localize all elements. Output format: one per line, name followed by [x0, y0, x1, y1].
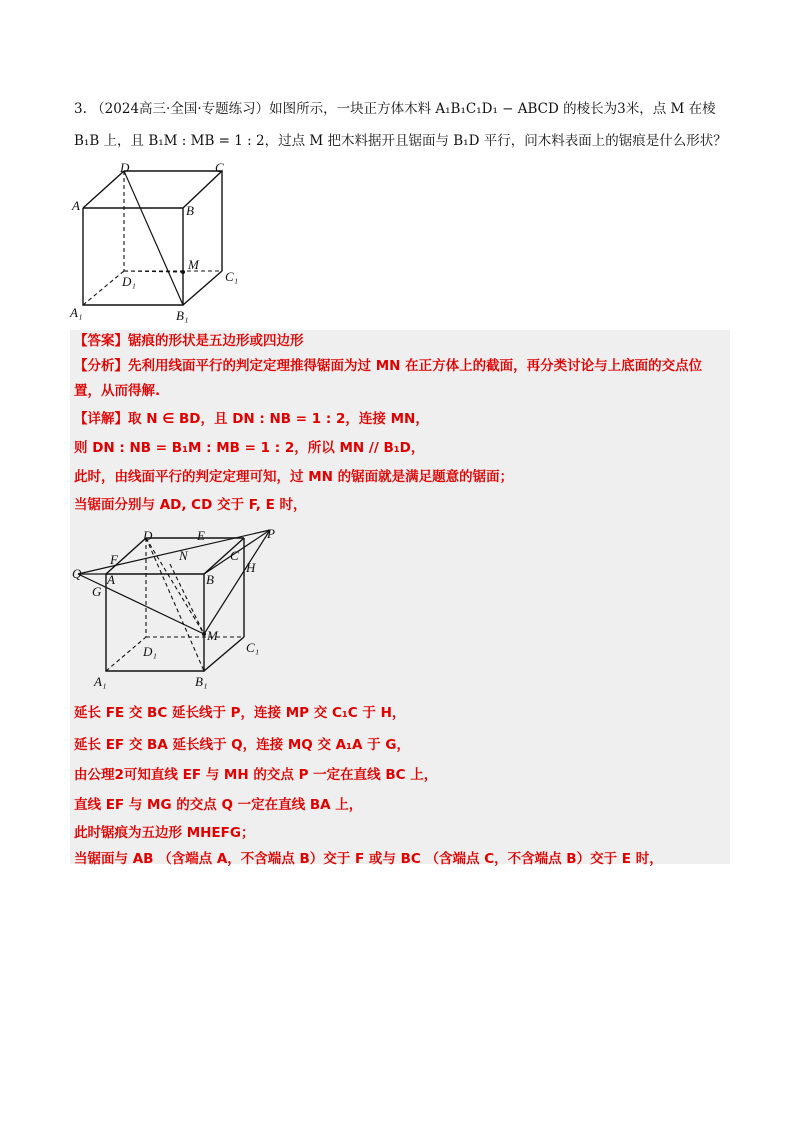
label-A: A — [107, 572, 115, 587]
label-C1: C₁ — [225, 269, 239, 284]
label-D1: D₁ — [122, 274, 136, 289]
analysis-line: 【分析】先利用线面平行的判定定理推得锯面为过 MN 在正方体上的截面，再分类讨论与上底面的交点位 — [74, 358, 703, 374]
label-D: D — [143, 528, 153, 543]
label-F: F — [110, 552, 118, 567]
label-G: G — [92, 584, 102, 599]
label-C: C — [230, 548, 239, 563]
label-B1: B₁ — [195, 674, 208, 689]
detail-line-3: 此时，由线面平行的判定定理可知，过 MN 的锯面就是满足题意的锯面； — [74, 469, 514, 485]
detail-line-7: 由公理2可知直线 EF 与 MH 的交点 P 一定在直线 BC 上， — [74, 767, 438, 783]
detail-line-10: 当锯面与 AB （含端点 A，不含端点 B）交于 F 或与 BC （含端点 C，不含端点 B）交于 E 时， — [74, 851, 663, 867]
detail-line-8: 直线 EF 与 MG 的交点 Q 一定在直线 BA 上， — [74, 797, 363, 813]
label-D1: D₁ — [143, 644, 157, 659]
cube-figure — [66, 160, 256, 325]
label-E: E — [197, 528, 205, 543]
label-H: H — [246, 560, 256, 575]
analysis-line-cont: 置，从而得解. — [74, 383, 161, 399]
label-N: N — [179, 548, 188, 563]
label-A1: A₁ — [70, 305, 83, 320]
question-line-1: 3. （2024高三·全国·专题练习）如图所示，一块正方体木料 A₁B₁C₁D₁ − ABCD 的棱长为3米，点 M 在棱 — [74, 101, 716, 117]
label-B: B — [206, 572, 214, 587]
question-line-2: B₁B 上，且 B₁M : MB = 1 : 2，过点 M 把木料据开且锯面与 B₁D 平行，问木料表面上的锯痕是什么形状？ — [74, 133, 727, 149]
section-diagram — [70, 524, 280, 692]
label-C1: C₁ — [246, 640, 260, 655]
label-D: D — [120, 160, 130, 175]
label-A1: A₁ — [94, 674, 107, 689]
cube-diagram — [66, 160, 256, 325]
detail-line-2: 则 DN : NB = B₁M : MB = 1 : 2，所以 MN // B₁D， — [74, 440, 425, 456]
label-C: C — [215, 160, 224, 175]
label-A: A — [72, 198, 80, 213]
section-figure — [70, 524, 280, 692]
label-B: B — [186, 203, 194, 218]
detail-line-5: 延长 FE 交 BC 延长线于 P，连接 MP 交 C₁C 于 H， — [74, 705, 406, 721]
label-M: M — [188, 257, 199, 272]
detail-line-6: 延长 EF 交 BA 延长线于 Q，连接 MQ 交 A₁A 于 G， — [74, 737, 410, 753]
answer-line: 【答案】锯痕的形状是五边形或四边形 — [74, 333, 304, 349]
label-M: M — [207, 628, 218, 643]
label-B1: B₁ — [176, 308, 189, 323]
label-Q: Q — [72, 566, 82, 581]
detail-line-9: 此时锯痕为五边形 MHEFG； — [74, 825, 255, 841]
label-P: P — [267, 526, 275, 541]
detail-line-1: 【详解】取 N ∈ BD，且 DN : NB = 1 : 2，连接 MN， — [74, 411, 429, 427]
detail-line-4: 当锯面分别与 AD, CD 交于 F, E 时， — [74, 497, 307, 513]
